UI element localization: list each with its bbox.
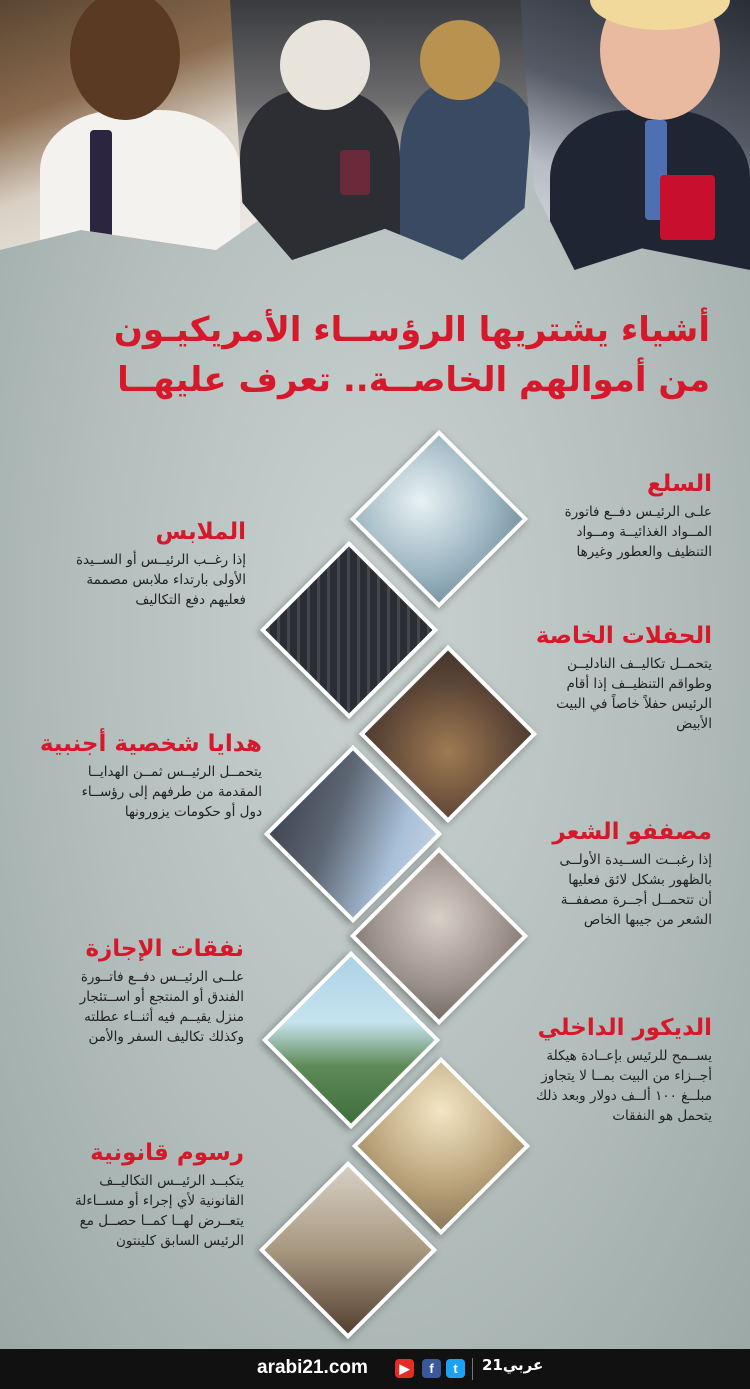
twitter-icon[interactable]: t (446, 1359, 465, 1378)
header-photo-collage (0, 0, 750, 290)
item-legal-body: يتكبــد الرئيــس التكاليــف القانونية لأي إجراء أو مســاءلة يتعــرض لهــا كمــا حصــل مع الرئيس السابق كلينتون (75, 1173, 244, 1249)
item-clothes (76, 516, 246, 610)
item-clothes-title: الملابس (155, 519, 246, 545)
item-hair (552, 816, 712, 930)
item-vacation-title: نفقات الإجازة (85, 936, 244, 962)
photo-obama (0, 0, 270, 250)
item-parties (536, 620, 712, 734)
item-gifts (40, 728, 262, 822)
page-title (30, 305, 710, 405)
item-clothes-body: إذا رغــب الرئيــس أو الســيدة الأولى بارتداء ملابس مصممة فعليهم دفع التكاليف (75, 552, 246, 608)
item-vacation (80, 933, 244, 1047)
item-legal-title: رسوم قانونية (90, 1140, 244, 1166)
item-parties-title: الحفلات الخاصة (535, 623, 712, 649)
item-gifts-body: يتحمــل الرئيــس ثمــن الهدايــا المقدمة من طرفهم إلى رؤســاء دول أو حكومات يزورونها (81, 764, 262, 820)
item-decor-title: الديكور الداخلي (537, 1015, 712, 1041)
site-url[interactable]: arabi21.com (257, 1357, 368, 1378)
item-hair-title: مصففو الشعر (552, 819, 712, 845)
facebook-icon[interactable]: f (422, 1359, 441, 1378)
item-hair-body: إذا رغبــت الســيدة الأولــى بالظهور بشكل لائق فعليها أن تتحمــل أجــرة مصففــة الشعر من جيبها الخاص (559, 852, 712, 928)
title-line-1: أشياء يشتريها الرؤســاء الأمريكيـون (113, 310, 710, 350)
arabi21-logo: عربي21 (482, 1356, 544, 1374)
item-legal (75, 1137, 244, 1251)
title-line-2: من أموالهم الخاصــة.. تعرف عليهــا (117, 360, 710, 400)
photo-clintons-dining (230, 0, 540, 260)
item-vacation-body: علــى الرئيــس دفــع فاتــورة الفندق أو المنتجع أو اســتئجار منزل يقيــم فيه أثنــاء عطلته وكذلك تكاليف السفر والأمن (79, 969, 244, 1045)
item-goods (565, 468, 712, 562)
item-parties-body: يتحمــل تكاليــف النادليــن وطواقم التنظيــف إذا أقام الرئيس حفلاً خاصاً في البيت الأبيض (556, 656, 712, 732)
item-goods-body: علـى الرئيـس دفــع فاتورة المــواد الغذائيــة ومــواد التنظيف والعطور وغيرها (564, 504, 712, 560)
item-goods-title: السلع (646, 471, 712, 497)
item-gifts-title: هدايا شخصية أجنبية (39, 731, 262, 757)
footer-divider (472, 1358, 473, 1380)
item-decor (536, 1012, 712, 1126)
item-decor-body: يســمح للرئيس بإعــادة هيكلة أجــزاء من البيت بمــا لا يتجاوز مبلــغ ١٠٠ ألــف دولار وبعد ذلك يتحمل هو النفقات (536, 1048, 712, 1124)
youtube-icon[interactable]: ▶ (395, 1359, 414, 1378)
footer-bar (0, 1349, 750, 1389)
